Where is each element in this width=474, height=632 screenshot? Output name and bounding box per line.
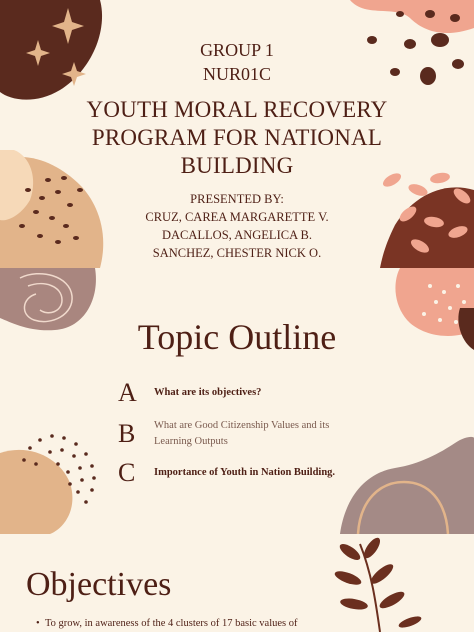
objectives-slide — [0, 534, 474, 632]
objective-bullet — [36, 618, 298, 629]
item-text: Importance of Youth in Nation Building. — [154, 467, 336, 478]
item-letter: B — [118, 419, 136, 448]
group-label — [0, 38, 474, 86]
item-letter: C — [118, 458, 136, 487]
bullet-icon: • — [36, 618, 45, 629]
title-slide — [0, 0, 474, 268]
presented-by-label: PRESENTED BY: — [190, 192, 284, 206]
item-text: What are Good Citizenship Values and its Learning Outputs — [154, 420, 330, 447]
outline-title: Topic Outline — [137, 317, 337, 357]
section-code: NUR01C — [202, 64, 271, 84]
presentation-title — [0, 96, 474, 180]
objectives-title: Objectives — [26, 566, 172, 603]
outline-item — [118, 418, 354, 450]
presenter-name: SANCHEZ, CHESTER NICK O. — [152, 246, 322, 260]
title-line: PROGRAM FOR NATIONAL — [91, 125, 383, 150]
bullet-text: To grow, in awareness of the 4 clusters of 17 basic values of — [44, 618, 298, 629]
outline-item — [118, 458, 335, 488]
leaf-branch-icon — [333, 535, 423, 632]
outline-item — [118, 378, 261, 408]
group-name: GROUP 1 — [200, 40, 274, 60]
presenters-block — [0, 190, 474, 262]
item-text: What are its objectives? — [154, 387, 262, 398]
item-letter: A — [118, 378, 137, 407]
presenter-name: DACALLOS, ANGELICA B. — [161, 228, 312, 242]
outline-slide — [0, 268, 474, 534]
title-line: BUILDING — [180, 153, 294, 178]
presenter-name: CRUZ, CAREA MARGARETTE V. — [145, 210, 329, 224]
title-line: YOUTH MORAL RECOVERY — [86, 97, 388, 122]
